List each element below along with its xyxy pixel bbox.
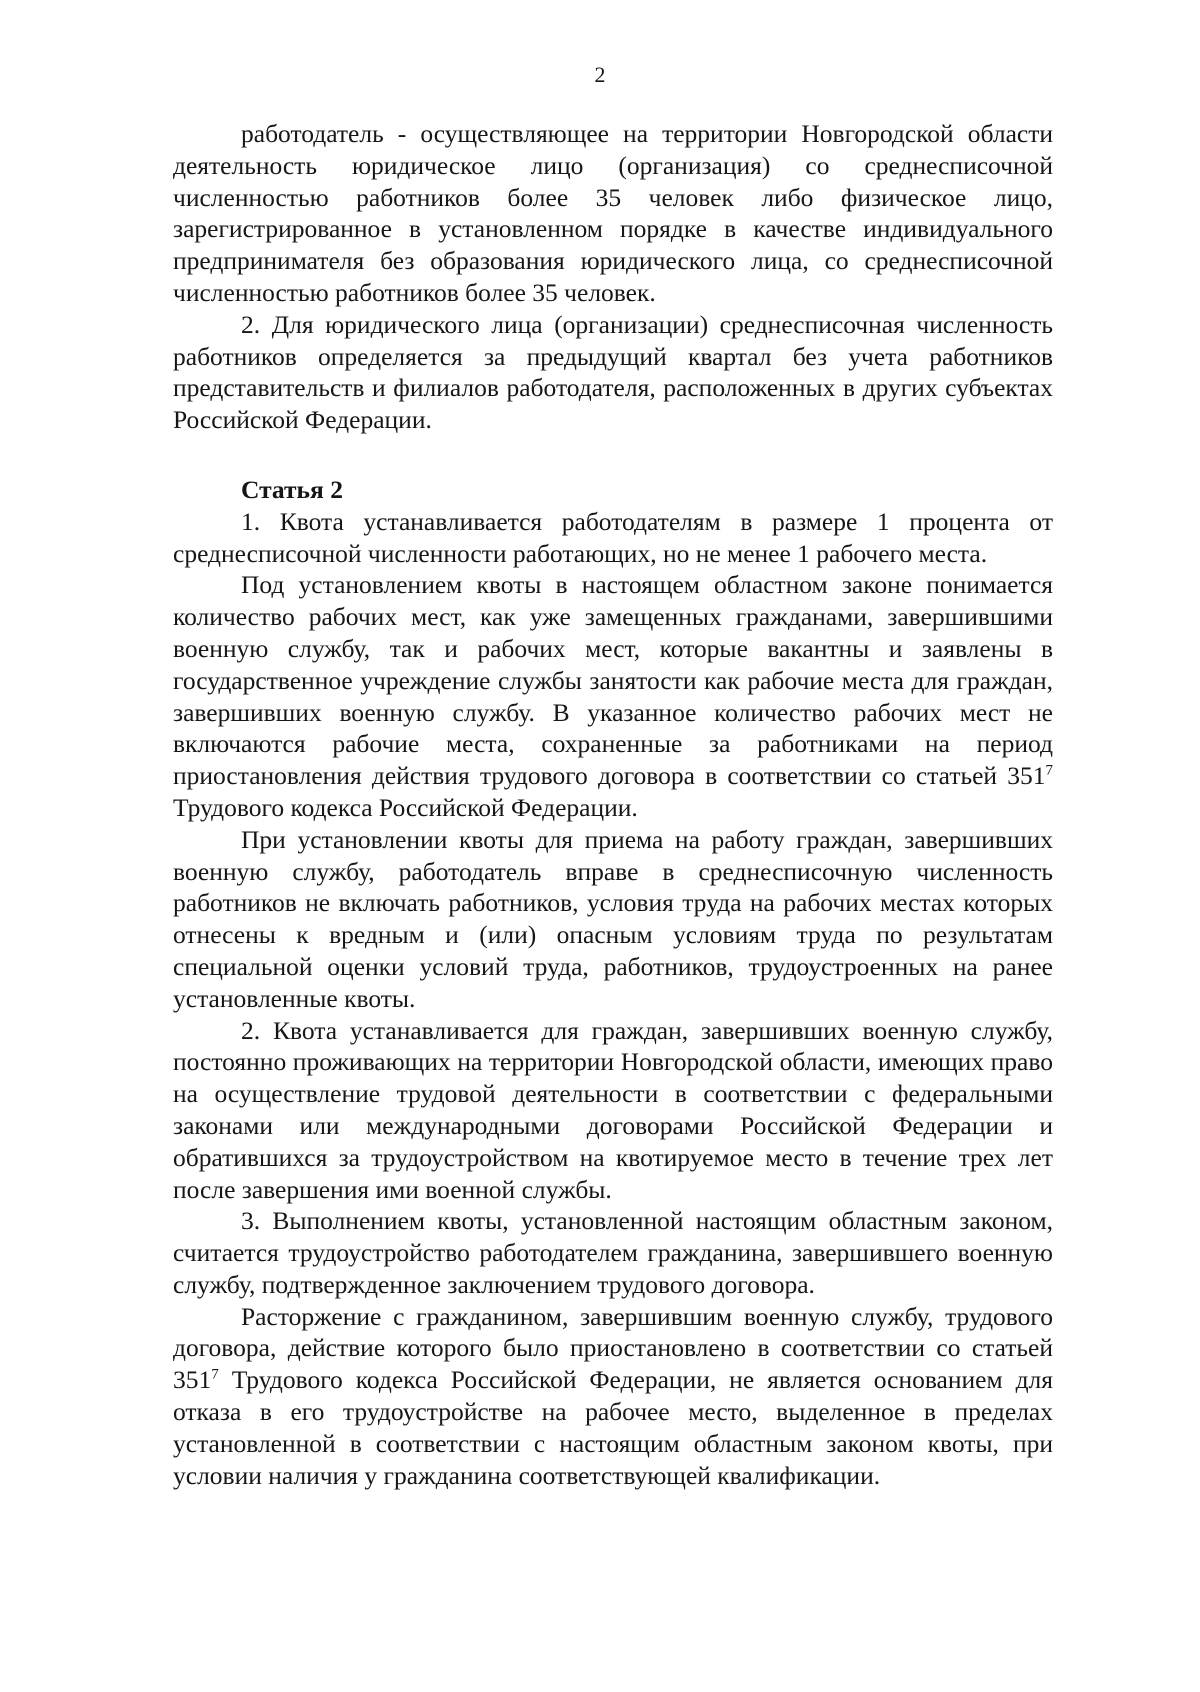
article-2-heading: Статья 2 [241,474,343,504]
document-body [173,118,1053,1491]
article-superscript: 7 [1045,762,1053,779]
paragraph-excluded-workers: При установлении квоты для приема на работу граждан, завершивших военную службу, работодатель вправе в среднесписочную численность работников не включать работников, условия труда на рабочих местах которых отнесены к вредным и (или) опасным условиям труда по результатам специальной оценки условий труда, работников, трудоустроенных на ранее установленные квоты. [173,824,1053,1013]
termination-tail: Трудового кодекса Российской Федерации, не является основанием для отказа в его трудоустройстве на рабочее место, выделенное в пределах установленной в соответствии с настоящим областным законом квоты, при условии наличия у гражданина соответствующей квалификации. [173,1365,1053,1490]
quota-definition-tail: Трудового кодекса Российской Федерации. [173,792,638,822]
paragraph-quota-definition [173,569,1053,823]
quota-definition-text: Под установлением квоты в настоящем областном законе понимается количество рабочих мест, как уже замещенных гражданами, завершившими военную службу, так и рабочих мест, которые вакантны и заявлены в государственное учреждение службы занятости как рабочие места для граждан, завершивших военную службу. В указанное количество рабочих мест не включаются рабочие места, сохраненные за работниками на период приостановления действия трудового договора в соответствии со статьей 351 [173,570,1053,791]
paragraph-contract-termination [173,1301,1053,1492]
termination-text: Расторжение с гражданином, завершившим военную службу, трудового договора, действие которого было приостановлено в соответствии со статьей 351 [173,1301,1053,1395]
paragraph-quota-size: 1. Квота устанавливается работодателям в размере 1 процента от среднесписочной численности работающих, но не менее 1 рабочего места. [173,506,1053,568]
paragraph-headcount-rule: 2. Для юридического лица (организации) среднесписочная численность работников определяется за предыдущий квартал без учета работников представительств и филиалов работодателя, расположенных в других субъектах Российской Федерации. [173,309,1053,435]
page-number: 2 [594,62,606,87]
paragraph-employer-definition: работодатель - осуществляющее на территории Новгородской области деятельность юридическое лицо (организация) со среднесписочной численностью работников более 35 человек либо физическое лицо, зарегистрированное в установленном порядке в качестве индивидуального предпринимателя без образования юридического лица, со среднесписочной численностью работников более 35 человек. [173,119,1053,307]
article-superscript: 7 [211,1366,219,1383]
paragraph-eligible-citizens: 2. Квота устанавливается для граждан, завершивших военную службу, постоянно проживающих на территории Новгородской области, имеющих право на осуществление трудовой деятельности в соответствии с федеральными законами или международными договорами Российской Федерации и обратившихся за трудоустройством на квотируемое место в течение трех лет после завершения ими военной службы. [173,1015,1053,1204]
paragraph-quota-fulfillment: 3. Выполнением квоты, установленной настоящим областным законом, считается трудоустройство работодателем гражданина, завершившего военную службу, подтвержденное заключением трудового договора. [173,1206,1053,1299]
